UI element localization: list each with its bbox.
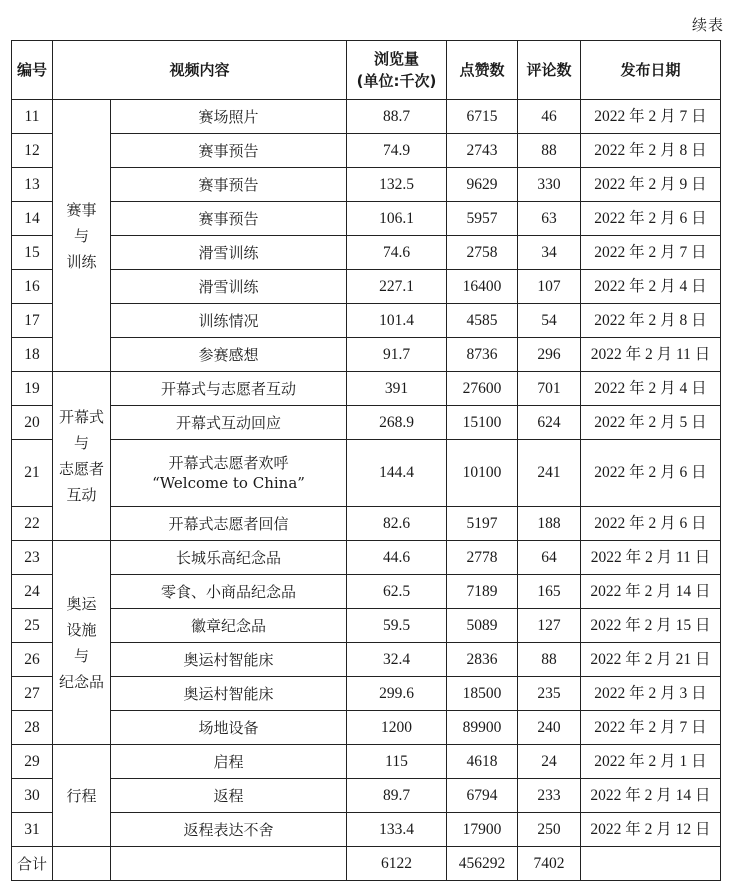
- row-date: 2022 年 2 月 21 日: [581, 643, 721, 677]
- row-content: 赛事预告: [111, 134, 347, 168]
- header-likes: 点赞数: [447, 41, 518, 100]
- row-comments: 240: [518, 711, 581, 745]
- row-likes: 9629: [447, 168, 518, 202]
- row-likes: 2743: [447, 134, 518, 168]
- row-content: 零食、小商品纪念品: [111, 575, 347, 609]
- row-id: 18: [12, 338, 53, 372]
- total-row: [12, 847, 721, 881]
- table-row: [12, 779, 721, 813]
- header-date: 发布日期: [581, 41, 721, 100]
- row-comments: 165: [518, 575, 581, 609]
- row-comments: 296: [518, 338, 581, 372]
- row-views: 74.6: [347, 236, 447, 270]
- row-views: 133.4: [347, 813, 447, 847]
- header-comments: 评论数: [518, 41, 581, 100]
- row-likes: 2836: [447, 643, 518, 677]
- table-row: [12, 270, 721, 304]
- row-views: 106.1: [347, 202, 447, 236]
- row-content: 滑雪训练: [111, 270, 347, 304]
- total-label: 合计: [12, 847, 53, 881]
- row-views: 82.6: [347, 507, 447, 541]
- table-row: [12, 168, 721, 202]
- row-views: 299.6: [347, 677, 447, 711]
- row-date: 2022 年 2 月 15 日: [581, 609, 721, 643]
- row-views: 91.7: [347, 338, 447, 372]
- row-id: 17: [12, 304, 53, 338]
- row-comments: 241: [518, 440, 581, 507]
- row-content: 启程: [111, 745, 347, 779]
- row-comments: 235: [518, 677, 581, 711]
- row-views: 44.6: [347, 541, 447, 575]
- table-row: [12, 745, 721, 779]
- row-id: 23: [12, 541, 53, 575]
- row-id: 12: [12, 134, 53, 168]
- row-content: 开幕式互动回应: [111, 406, 347, 440]
- row-views: 391: [347, 372, 447, 406]
- header-content: 视频内容: [53, 41, 347, 100]
- row-content: 赛事预告: [111, 202, 347, 236]
- row-date: 2022 年 2 月 12 日: [581, 813, 721, 847]
- row-comments: 88: [518, 643, 581, 677]
- row-likes: 16400: [447, 270, 518, 304]
- continuation-label: 续表: [691, 16, 724, 34]
- table-row: [12, 236, 721, 270]
- row-date: 2022 年 2 月 14 日: [581, 779, 721, 813]
- table-row: [12, 372, 721, 406]
- row-date: 2022 年 2 月 1 日: [581, 745, 721, 779]
- row-likes: 15100: [447, 406, 518, 440]
- row-likes: 27600: [447, 372, 518, 406]
- row-id: 15: [12, 236, 53, 270]
- row-comments: 701: [518, 372, 581, 406]
- row-comments: 88: [518, 134, 581, 168]
- row-likes: 17900: [447, 813, 518, 847]
- row-content: 赛事预告: [111, 168, 347, 202]
- total-likes: 456292: [447, 847, 518, 881]
- row-views: 144.4: [347, 440, 447, 507]
- table-body: [12, 100, 721, 847]
- row-id: 14: [12, 202, 53, 236]
- row-date: 2022 年 2 月 8 日: [581, 304, 721, 338]
- total-empty-content: [111, 847, 347, 881]
- row-comments: 54: [518, 304, 581, 338]
- row-id: 22: [12, 507, 53, 541]
- row-id: 25: [12, 609, 53, 643]
- header-views: 浏览量 (单位:千次): [347, 41, 447, 100]
- row-content: 奥运村智能床: [111, 643, 347, 677]
- row-content: 场地设备: [111, 711, 347, 745]
- table-row: [12, 100, 721, 134]
- row-date: 2022 年 2 月 6 日: [581, 507, 721, 541]
- row-id: 30: [12, 779, 53, 813]
- row-views: 101.4: [347, 304, 447, 338]
- row-views: 115: [347, 745, 447, 779]
- category-cell: 奥运 设施 与 纪念品: [53, 541, 111, 745]
- table-row: [12, 338, 721, 372]
- table-row: [12, 202, 721, 236]
- row-comments: 233: [518, 779, 581, 813]
- row-date: 2022 年 2 月 4 日: [581, 270, 721, 304]
- row-likes: 4585: [447, 304, 518, 338]
- table-row: [12, 507, 721, 541]
- row-date: 2022 年 2 月 5 日: [581, 406, 721, 440]
- row-likes: 18500: [447, 677, 518, 711]
- row-views: 132.5: [347, 168, 447, 202]
- row-id: 26: [12, 643, 53, 677]
- row-likes: 6715: [447, 100, 518, 134]
- row-content: 赛场照片: [111, 100, 347, 134]
- row-comments: 34: [518, 236, 581, 270]
- row-likes: 5197: [447, 507, 518, 541]
- header-id: 编号: [12, 41, 53, 100]
- total-empty-date: [581, 847, 721, 881]
- category-cell: 开幕式 与 志愿者 互动: [53, 372, 111, 541]
- row-date: 2022 年 2 月 9 日: [581, 168, 721, 202]
- total-empty-category: [53, 847, 111, 881]
- row-id: 20: [12, 406, 53, 440]
- row-likes: 4618: [447, 745, 518, 779]
- row-date: 2022 年 2 月 11 日: [581, 541, 721, 575]
- row-content: 返程表达不舍: [111, 813, 347, 847]
- row-comments: 188: [518, 507, 581, 541]
- video-stats-table: [11, 40, 721, 881]
- category-cell: 赛事 与 训练: [53, 100, 111, 372]
- table-row: [12, 711, 721, 745]
- row-views: 1200: [347, 711, 447, 745]
- row-content: 徽章纪念品: [111, 609, 347, 643]
- row-date: 2022 年 2 月 14 日: [581, 575, 721, 609]
- row-date: 2022 年 2 月 4 日: [581, 372, 721, 406]
- row-likes: 8736: [447, 338, 518, 372]
- total-views: 6122: [347, 847, 447, 881]
- row-views: 32.4: [347, 643, 447, 677]
- table-row: [12, 575, 721, 609]
- table-row: [12, 541, 721, 575]
- row-date: 2022 年 2 月 11 日: [581, 338, 721, 372]
- total-comments: 7402: [518, 847, 581, 881]
- row-likes: 2758: [447, 236, 518, 270]
- row-likes: 5089: [447, 609, 518, 643]
- row-views: 227.1: [347, 270, 447, 304]
- row-likes: 7189: [447, 575, 518, 609]
- header-row: [12, 41, 721, 100]
- row-comments: 63: [518, 202, 581, 236]
- table-row: [12, 677, 721, 711]
- table-row: [12, 134, 721, 168]
- row-date: 2022 年 2 月 7 日: [581, 236, 721, 270]
- row-id: 28: [12, 711, 53, 745]
- row-comments: 107: [518, 270, 581, 304]
- row-content: 开幕式志愿者回信: [111, 507, 347, 541]
- table-row: [12, 304, 721, 338]
- row-views: 74.9: [347, 134, 447, 168]
- row-content: 返程: [111, 779, 347, 813]
- row-content: 开幕式与志愿者互动: [111, 372, 347, 406]
- row-content: 参赛感想: [111, 338, 347, 372]
- row-content: 奥运村智能床: [111, 677, 347, 711]
- row-date: 2022 年 2 月 6 日: [581, 202, 721, 236]
- row-comments: 330: [518, 168, 581, 202]
- row-id: 24: [12, 575, 53, 609]
- row-likes: 2778: [447, 541, 518, 575]
- row-views: 268.9: [347, 406, 447, 440]
- row-id: 29: [12, 745, 53, 779]
- row-views: 89.7: [347, 779, 447, 813]
- category-cell: 行程: [53, 745, 111, 847]
- row-date: 2022 年 2 月 6 日: [581, 440, 721, 507]
- row-id: 11: [12, 100, 53, 134]
- row-views: 88.7: [347, 100, 447, 134]
- table-row: [12, 643, 721, 677]
- row-comments: 46: [518, 100, 581, 134]
- row-date: 2022 年 2 月 8 日: [581, 134, 721, 168]
- row-comments: 624: [518, 406, 581, 440]
- table-row: [12, 440, 721, 507]
- row-content: 开幕式志愿者欢呼 “Welcome to China”: [111, 440, 347, 507]
- row-likes: 6794: [447, 779, 518, 813]
- row-id: 13: [12, 168, 53, 202]
- row-likes: 89900: [447, 711, 518, 745]
- row-views: 59.5: [347, 609, 447, 643]
- row-comments: 250: [518, 813, 581, 847]
- row-date: 2022 年 2 月 3 日: [581, 677, 721, 711]
- row-date: 2022 年 2 月 7 日: [581, 100, 721, 134]
- row-id: 31: [12, 813, 53, 847]
- row-content: 训练情况: [111, 304, 347, 338]
- row-likes: 5957: [447, 202, 518, 236]
- row-content: 长城乐高纪念品: [111, 541, 347, 575]
- row-id: 27: [12, 677, 53, 711]
- row-content: 滑雪训练: [111, 236, 347, 270]
- row-id: 19: [12, 372, 53, 406]
- table-row: [12, 406, 721, 440]
- row-likes: 10100: [447, 440, 518, 507]
- row-id: 21: [12, 440, 53, 507]
- row-date: 2022 年 2 月 7 日: [581, 711, 721, 745]
- table-row: [12, 813, 721, 847]
- row-views: 62.5: [347, 575, 447, 609]
- row-comments: 64: [518, 541, 581, 575]
- row-comments: 24: [518, 745, 581, 779]
- row-comments: 127: [518, 609, 581, 643]
- table-row: [12, 609, 721, 643]
- row-id: 16: [12, 270, 53, 304]
